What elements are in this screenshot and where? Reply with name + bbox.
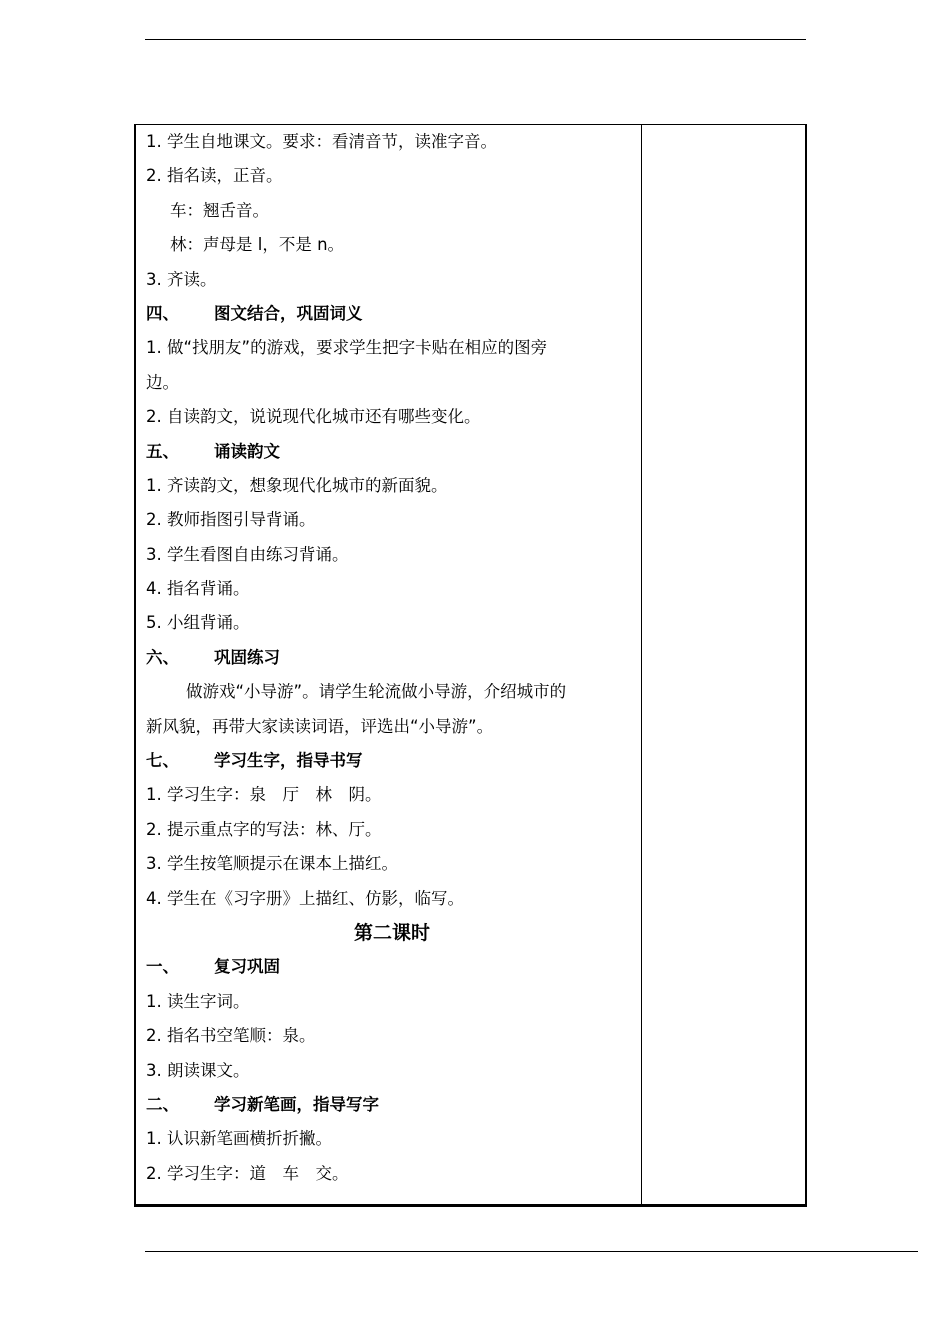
step-line: 2. 自读韵文，说说现代化城市还有哪些变化。 (146, 407, 481, 427)
step-line: 2. 指名书空笔顺：泉。 (146, 1026, 316, 1046)
footer-rule (145, 1251, 918, 1252)
step-line: 3. 朗读课文。 (146, 1060, 250, 1080)
note-line: 林：声母是 l，不是 n。 (170, 235, 345, 255)
step-line: 2. 指名读，正音。 (146, 166, 283, 186)
step-line: 2. 学习生字：道 车 交。 (146, 1163, 349, 1183)
step-line: 1. 学生自地课文。要求：看清音节，读准字音。 (146, 132, 497, 151)
step-line: 1. 读生字词。 (146, 991, 250, 1011)
step-line: 3. 学生按笔顺提示在课本上描红。 (146, 854, 398, 874)
lesson-content-cell (146, 125, 638, 1191)
section-heading: 七、 学习生字，指导书写 (146, 751, 363, 771)
section-heading: 五、 诵读韵文 (146, 441, 280, 461)
step-line: 1. 认识新笔画横折折撇。 (146, 1129, 332, 1149)
section-heading: 六、 巩固练习 (146, 647, 280, 667)
section-heading: 二、 学习新笔画，指导写字 (146, 1094, 379, 1114)
step-line: 5. 小组背诵。 (146, 613, 250, 633)
paragraph-line: 新风貌，再带大家读读词语，评选出“小导游”。 (146, 716, 494, 736)
step-line: 3. 齐读。 (146, 269, 217, 289)
step-line: 1. 做“找朋友”的游戏，要求学生把字卡贴在相应的图旁 (146, 338, 548, 358)
note-line: 车：翘舌音。 (170, 200, 269, 220)
step-line: 1. 齐读韵文，想象现代化城市的新面貌。 (146, 475, 448, 495)
lesson-plan-table (134, 124, 807, 1207)
section-heading: 四、 图文结合，巩固词义 (146, 303, 363, 323)
step-line: 2. 提示重点字的写法：林、厅。 (146, 819, 382, 839)
header-rule (145, 39, 806, 40)
notes-cell (642, 125, 805, 1204)
step-line: 3. 学生看图自由练习背诵。 (146, 544, 349, 564)
step-line: 2. 教师指图引导背诵。 (146, 510, 316, 530)
section-heading: 一、 复习巩固 (146, 957, 280, 977)
paragraph-line: 做游戏“小导游”。请学生轮流做小导游，介绍城市的 (186, 682, 567, 702)
step-line: 4. 学生在《习字册》上描红、仿影，临写。 (146, 888, 464, 908)
lesson-title: 第二课时 (353, 921, 430, 944)
step-line: 1. 学习生字：泉 厅 林 阴。 (146, 785, 382, 805)
step-line: 4. 指名背诵。 (146, 579, 250, 599)
step-line: 边。 (146, 372, 179, 392)
